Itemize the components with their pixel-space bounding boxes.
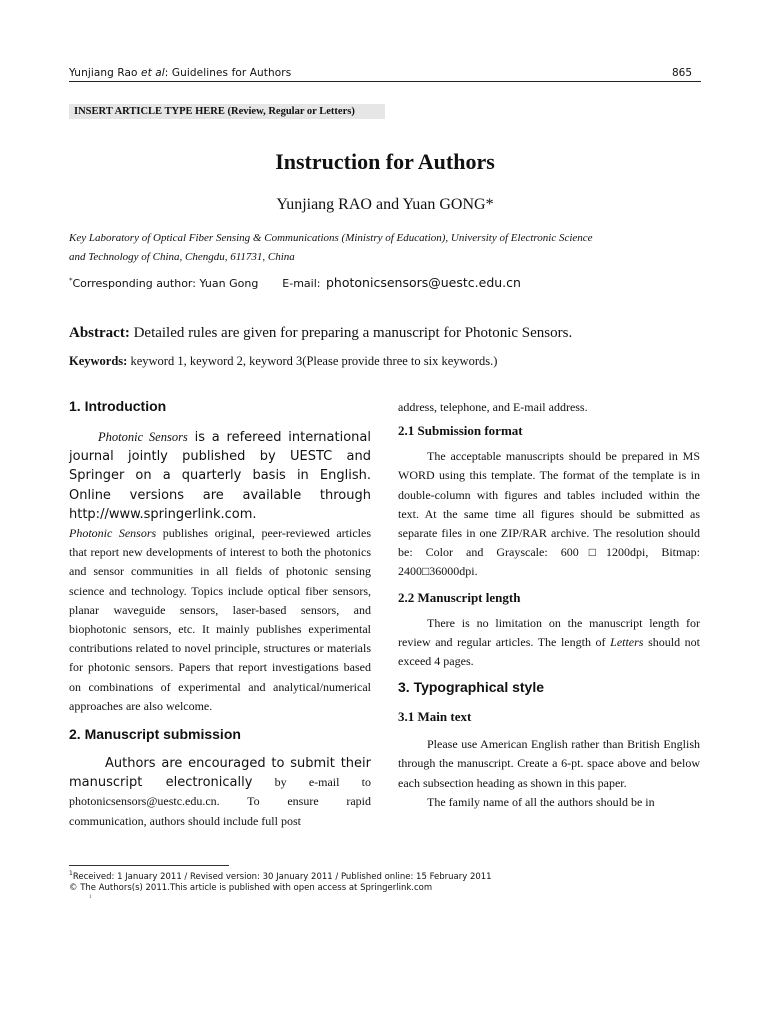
journal-name: Photonic Sensors: [98, 430, 188, 444]
affiliation-line-2: and Technology of China, Chengdu, 611731, China: [69, 250, 295, 263]
subsection-heading-length: 2.2 Manuscript length: [398, 589, 521, 605]
footnote-dates: [69, 870, 492, 882]
journal-name-2: Photonic Sensors: [69, 526, 157, 541]
intro-paragraph-1-text: is a refereed international journal jointly published by UESTC and Springer on a quarterly basis in English. Online versions are available through http://www.springerlink.com.: [69, 430, 371, 522]
paper-title: Instruction for Authors: [275, 149, 495, 174]
submission-paragraph-text: by e-mail to photonicsensors@uestc.edu.cn. To ensure rapid communication, authors should include full post: [69, 775, 372, 828]
affiliation: [69, 229, 694, 266]
corresponding-mark: *: [69, 276, 73, 285]
intro-paragraph-2: [69, 524, 371, 716]
main-text-paragraph-1: Please use American English rather than British English through the manuscript. Create a 6-pt. space above and below each subsection heading as shown in this paper.: [398, 737, 700, 790]
section-heading-submission: 2. Manuscript submission: [69, 726, 241, 743]
abstract-label: Abstract:: [69, 325, 130, 341]
intro-paragraph-2-text: publishes original, peer-reviewed articles that report new developments of interest to both the photonics and sensor communities in all fields of photonic sensing science and technology. Topics include optical fiber sensors, planar waveguide sensors, laser-based sensors, and biophotonic sensors, etc. It mainly publishes experimental contributions related to novel principle, structures or materials for photonic sensors. Papers that report investigations based on combinations of experimental and analytical/numerical approaches are also welcome.: [69, 526, 371, 713]
right-column: [398, 398, 700, 812]
main-text-paragraph-2: The family name of all the authors should be in: [427, 794, 655, 809]
letters-term: Letters: [610, 634, 644, 649]
author-list: Yunjiang RAO and Yuan GONG*: [276, 196, 494, 213]
footnote-small-mark: 1: [89, 895, 92, 900]
running-header-etal: et al: [141, 67, 165, 79]
left-column: [69, 396, 371, 831]
subsection-heading-main-text: 3.1 Main text: [398, 709, 472, 725]
abstract: [69, 325, 572, 342]
running-header: [69, 67, 291, 79]
page-number: 865: [672, 67, 693, 79]
section-heading-introduction: 1. Introduction: [69, 398, 167, 414]
footnote-divider: [69, 865, 229, 866]
submission-paragraph-continued: address, telephone, and E-mail address.: [398, 400, 588, 414]
subsection-heading-format: 2.1 Submission format: [398, 423, 523, 439]
corresponding-author: [69, 275, 521, 290]
format-paragraph: The acceptable manuscripts should be prepared in MS WORD using this template. The format of the template is in double-column with figures and tables included within the text. At the same time all figures should be submitted as separate files in one ZIP/RAR archive. The resolution should be: Color and Grayscale: 600□1200dpi, Bitmap: 2400□36000dpi.: [398, 449, 700, 579]
footnote-dates-text: Received: 1 January 2011 / Revised version: 30 January 2011 / Published online: 15 February 2011: [72, 871, 492, 882]
intro-paragraph-1: [69, 428, 371, 524]
footnote-copyright: © The Authors(s) 2011.This article is published with open access at Springerlink.com: [69, 883, 433, 893]
section-heading-typographical: 3. Typographical style: [398, 679, 545, 696]
keywords: [69, 354, 497, 369]
length-paragraph: [398, 614, 700, 672]
submission-paragraph: [69, 754, 371, 831]
abstract-text: Detailed rules are given for preparing a manuscript for Photonic Sensors.: [129, 325, 573, 341]
submission-paragraph-lead-text: Authors are encouraged to submit their manuscript electronically: [69, 756, 371, 791]
email-label: E-mail:: [282, 277, 324, 290]
article-type-label: INSERT ARTICLE TYPE HERE (Review, Regular or Letters): [69, 104, 385, 119]
running-header-author: Yunjiang Rao: [69, 67, 142, 79]
footnote-mark: 1: [69, 870, 73, 877]
affiliation-line-1: Key Laboratory of Optical Fiber Sensing & Communications (Ministry of Education), University of Electronic Science: [69, 232, 593, 244]
running-header-title: : Guidelines for Authors: [164, 67, 292, 79]
keywords-label: Keywords:: [69, 354, 128, 368]
keywords-text: keyword 1, keyword 2, keyword 3(Please provide three to six keywords.): [127, 354, 498, 368]
corresponding-email[interactable]: photonicsensors@uestc.edu.cn: [326, 275, 521, 290]
length-paragraph-end: should not exceed 4 pages.: [398, 634, 700, 669]
corresponding-label: Corresponding author: Yuan Gong: [72, 277, 259, 290]
header-divider: [69, 81, 701, 82]
length-paragraph-text: There is no limitation on the manuscript length for review and regular articles. The length of: [398, 615, 700, 649]
